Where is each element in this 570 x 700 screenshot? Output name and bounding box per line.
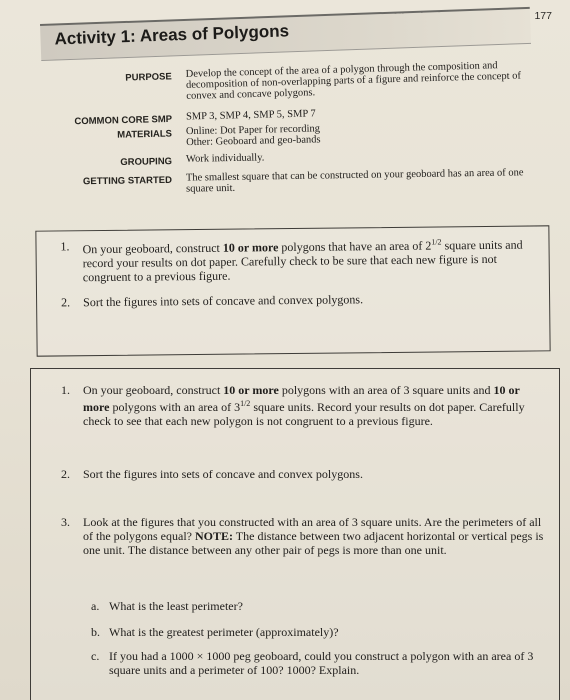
fraction: 1/2 <box>240 399 251 408</box>
item-text: On your geoboard, construct <box>83 383 224 397</box>
info-value: Work individually. <box>185 152 265 165</box>
info-table <box>40 60 540 199</box>
item-text: Look at the figures that you constructed with an area of 3 square units. Are the perimeters of all of the polygons equal? <box>83 515 542 543</box>
info-value: Develop the concept of the area of a polygon through the composition and decomposition of non-overlapping parts of a figure and reinforce the concept of convex and concave polygons. <box>185 60 522 102</box>
item-number: 2. <box>61 295 71 310</box>
sub-text: What is the least perimeter? <box>109 599 243 613</box>
item-number: 1. <box>60 239 70 254</box>
item-text: polygons with an area of 3 square units and <box>278 383 494 397</box>
item-text: square units. Record your results on dot paper. Carefully check to see that each new polygon is not congruent to a previous figure. <box>83 400 525 428</box>
sub-letter: a. <box>91 599 100 613</box>
item-text: polygons that have an area of 2 <box>278 238 432 255</box>
activity-box-2 <box>30 368 560 700</box>
fraction: 1/2 <box>431 237 442 247</box>
info-label: COMMON CORE SMP <box>74 113 173 128</box>
item-number: 3. <box>61 515 70 529</box>
box2-sub-a <box>91 599 549 613</box>
activity-box-1 <box>35 225 550 356</box>
info-label: PURPOSE <box>125 71 172 84</box>
item-bold: 10 or more <box>223 383 279 397</box>
box1-item-2 <box>61 291 531 310</box>
activity-title: Activity 1: Areas of Polygons <box>54 21 290 49</box>
box2-item-1 <box>61 383 545 428</box>
item-bold: NOTE: <box>194 529 233 543</box>
info-row-purpose <box>40 59 541 106</box>
info-label: GETTING STARTED <box>82 174 173 188</box>
info-value: SMP 3, SMP 4, SMP 5, SMP 7 <box>185 108 316 123</box>
item-text: polygons with an area of 3 <box>109 400 241 414</box>
info-row-getting-started <box>40 167 540 197</box>
box2-item-3 <box>61 515 549 557</box>
page-number: 177 <box>534 10 552 22</box>
item-text: On your geoboard, construct <box>82 240 223 257</box>
item-text: Sort the figures into sets of concave and convex polygons. <box>83 467 363 481</box>
info-value: Online: Dot Paper for recording Other: Geoboard and geo-bands <box>185 123 321 149</box>
box1-item-1 <box>60 235 530 285</box>
box2-sub-b <box>91 625 549 639</box>
item-number: 1. <box>61 383 70 397</box>
item-number: 2. <box>61 467 70 481</box>
title-bar <box>40 7 531 61</box>
item-bold: 10 or more <box>222 240 279 255</box>
info-label: MATERIALS <box>117 128 173 141</box>
info-row-grouping <box>40 148 540 170</box>
box2-item-2 <box>61 467 545 481</box>
item-text: Sort the figures into sets of concave and convex polygons. <box>83 292 364 310</box>
info-value: The smallest square that can be constructed on your geoboard has an area of one square unit. <box>185 167 524 195</box>
item-bold: 10 or more <box>83 383 520 414</box>
sub-text: If you had a 1000 × 1000 peg geoboard, could you construct a polygon with an area of 3 square units and a perimeter of 100? 1000? Explain. <box>109 649 534 677</box>
box2-sub-c <box>91 649 549 677</box>
info-label: GROUPING <box>120 156 173 168</box>
item-text: square units and record your results on dot paper. Carefully check to be sure that each new figure is not congruent to a previous figure. <box>82 237 523 285</box>
item-text: The distance between two adjacent horizontal or vertical pegs is one unit. The distance between any other pair of pegs is more than one unit. <box>83 529 544 557</box>
sub-letter: b. <box>91 625 100 639</box>
sub-text: What is the greatest perimeter (approximately)? <box>109 625 339 639</box>
sub-letter: c. <box>91 649 100 663</box>
